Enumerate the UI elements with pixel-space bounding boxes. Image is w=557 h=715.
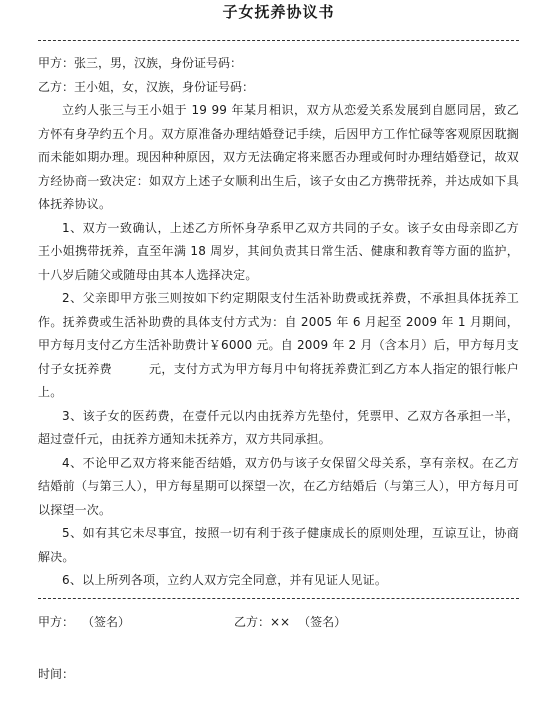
party-b-signature-label: 乙方：××: [234, 615, 291, 629]
party-a-signature: [38, 612, 130, 632]
clause-3-paragraph: 3、该子女的医药费，在壹仟元以内由抚养方先垫付，凭票甲、乙双方各承担一半，超过壹仟元，由抚养方通知未抚养方，双方共同承担。: [38, 408, 519, 446]
signature-row: [38, 612, 519, 632]
intro-paragraph: 立约人张三与王小姐于 19 99 年某月相识，双方从恋爱关系发展到自愿同居，致乙方怀有身孕约五个月。双方原准备办理结婚登记手续，后因甲方工作忙碌等客观原因耽搁而未能如期办理。现因种种原因，双方无法确定将来愿否办理或何时办理结婚登记，故双方经协商一致决定：如双方上述子女顺利出生后，该子女由乙方携带抚养，并达成如下具体抚养协议。: [38, 103, 519, 211]
date-line: 时间：: [38, 667, 75, 681]
clause-6-paragraph: 6、以上所列各项，立约人双方完全同意，并有见证人见证。: [62, 573, 388, 587]
party-a-signature-label: 甲方：: [38, 615, 75, 629]
clause-4-paragraph: 4、不论甲乙双方将来能否结婚，双方仍与该子女保留父母关系，享有亲权。在乙方结婚前（与第三人），甲方每星期可以探望一次，在乙方结婚后（与第三人），甲方每月可以探望一次。: [38, 455, 519, 517]
party-a-signature-field: （签名）: [82, 615, 131, 629]
party-b-signature-field: （签名）: [298, 615, 347, 629]
document-title: 子女抚养协议书: [222, 3, 335, 21]
party-b-signature: [234, 612, 346, 632]
bottom-divider: [38, 598, 519, 599]
party-b-line: 乙方：王小姐，女，汉族，身份证号码：: [38, 79, 255, 94]
top-divider: [38, 40, 519, 41]
signature-area: [38, 612, 519, 681]
clause-1-paragraph: 1、双方一致确认，上述乙方所怀身孕系甲乙双方共同的子女。该子女由母亲即乙方王小姐携带抚养，直至年满 18 周岁，其间负责其日常生活、健康和教育等方面的监护，十八岁后随父或随母由其本人选择决定。: [38, 220, 519, 282]
document-body: [38, 52, 519, 593]
clause-5-paragraph: 5、如有其它未尽事宜，按照一切有利于孩子健康成长的原则处理，互谅互让，协商解决。: [38, 526, 519, 564]
clause-2-paragraph: 2、父亲即甲方张三则按如下约定期限支付生活补助费或抚养费，不承担具体抚养工作。抚养费或生活补助费的具体支付方式为：自 2005 年 6 月起至 2009 年 1 月期间，甲方每月支付乙方生活补助费计￥6000 元。自 2009 年 2 月（含本月）后，甲方每月支付子女抚养费 元，支付方式为甲方每月中旬将抚养费汇到乙方本人指定的银行帐户上。: [38, 291, 519, 399]
party-a-line: 甲方：张三，男，汉族，身份证号码：: [38, 56, 243, 70]
